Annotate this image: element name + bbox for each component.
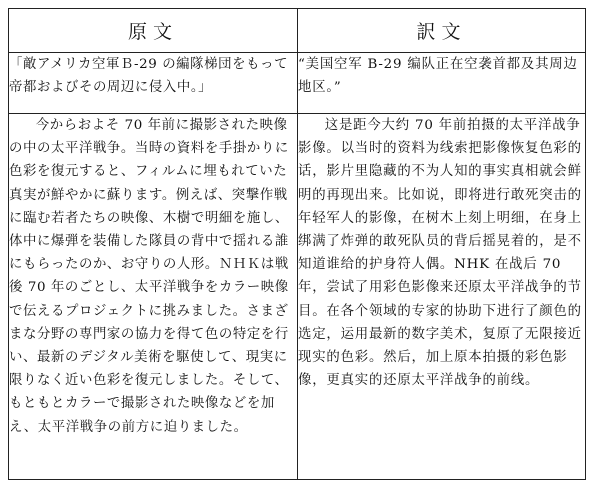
translation-cell <box>298 114 586 480</box>
header-source: 原文 <box>9 9 298 53</box>
source-text: 「敵アメリカ空軍Ｂ-29 の編隊梯団をもって帝都およびその周辺に侵入中。」 <box>9 57 289 96</box>
source-cell <box>9 114 298 480</box>
table-row <box>9 114 586 480</box>
translation-text: 这是距今大约 70 年前拍摄的太平洋战争影像。以当时的资料为线索把影像恢复色彩的话，影片里隐藏的不为人知的事实真相就会鲜明的再现出来。比如说，即将进行敢死突击的年轻军人的影像，在树木上刻上明细，在身上绑满了炸弹的敢死队员的背后摇晃着的，是不知道谁给的护身符人偶。NHK 在战后 70 年，尝试了用彩色影像来还原太平洋战争的节目。在各个领域的专家的协助下进行了颜色的选定，运用最新的数字美术，复原了无限接近现实的色彩。然后，加上原本拍摄的彩色影像，更真实的还原太平洋战争的前线。 <box>298 118 582 389</box>
translation-cell <box>298 53 586 114</box>
header-translation: 訳文 <box>298 9 586 53</box>
table-row <box>9 53 586 114</box>
source-text: 今からおよそ 70 年前に撮影された映像の中の太平洋戦争。当時の資料を手掛かりに色彩を復元すると、フィルムに埋もれていた真実が鮮やかに蘇ります。例えば、突撃作戦に臨む若者たちの映像、木樹で明細を施し、体中に爆弾を装備した隊員の背中で揺れる誰にもらったのか、お守りの人形。ＮＨＫは戦後 70 年のごとし、太平洋戦争をカラー映像で伝えるプロジェクトに挑みました。さまざまな分野の専門家の協力を得て色の特定を行い、最新のデジタル美術を駆使して、現実に限りなく近い色彩を復元しました。そして、もともとカラーで撮影された映像などを加え、太平洋戦争の前方に迫りました。 <box>9 118 289 435</box>
source-cell <box>9 53 298 114</box>
translation-table <box>8 8 586 480</box>
document-page <box>8 8 585 480</box>
header-row <box>9 9 586 53</box>
translation-text: “美国空军 B-29 编队正在空袭首都及其周边地区。” <box>298 57 578 96</box>
